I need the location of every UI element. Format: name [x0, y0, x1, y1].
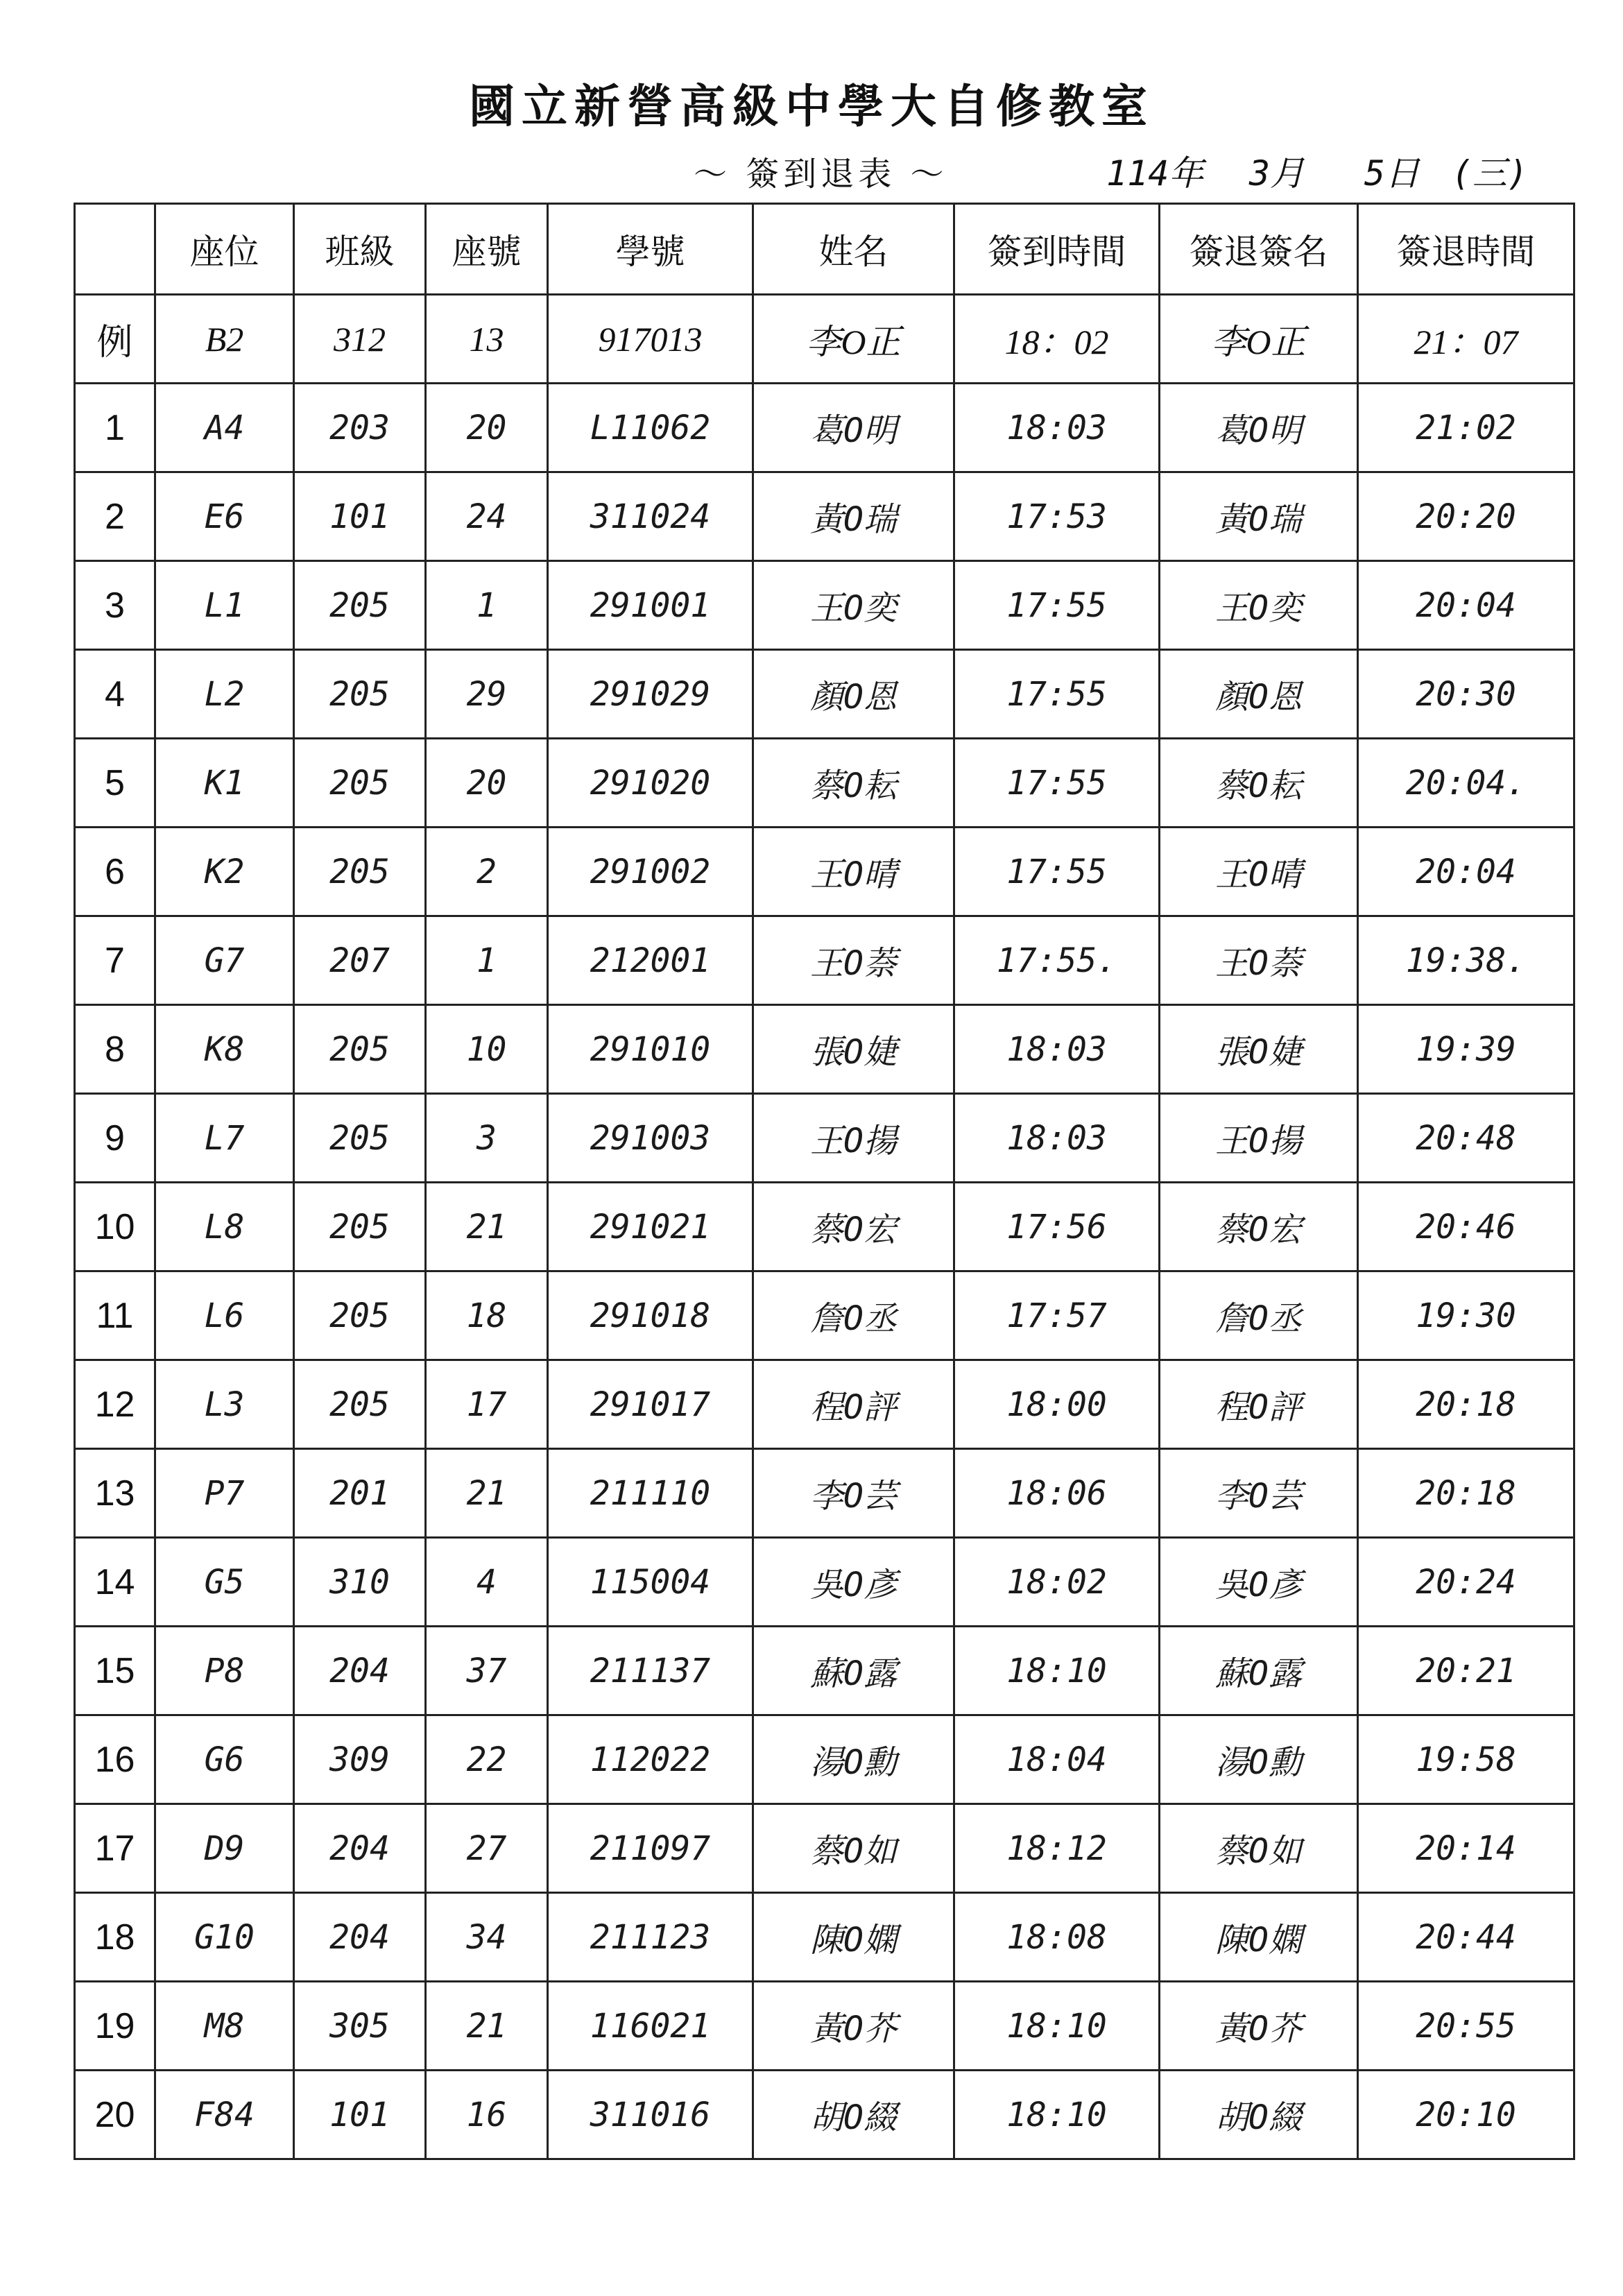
student-id-cell: 116021	[548, 1982, 753, 2071]
table-row	[75, 1183, 1574, 1271]
class-cell: 205	[294, 739, 426, 828]
example-row	[75, 295, 1574, 384]
class-cell: 310	[294, 1538, 426, 1627]
seat-cell: K1	[155, 739, 294, 828]
check-in-cell: 17:55	[954, 739, 1160, 828]
class-cell: 205	[294, 1360, 426, 1449]
table-row	[75, 384, 1574, 472]
sign-out-name-cell: 王O萘	[1160, 916, 1358, 1005]
name-cell: 胡O綴	[753, 2071, 954, 2159]
seat-cell: L2	[155, 650, 294, 739]
row-index: 12	[75, 1360, 155, 1449]
name-cell: 王O晴	[753, 828, 954, 916]
number-cell: 18	[426, 1271, 548, 1360]
check-out-cell: 20:24	[1358, 1538, 1574, 1627]
sign-out-name-cell: 黃O芥	[1160, 1982, 1358, 2071]
check-out-cell: 20:48	[1358, 1094, 1574, 1183]
student-id-cell: 212001	[548, 916, 753, 1005]
sign-out-name-cell: 吳O彥	[1160, 1538, 1358, 1627]
check-in-cell: 18:12	[954, 1804, 1160, 1893]
check-out-cell: 20:20	[1358, 472, 1574, 561]
row-index: 11	[75, 1271, 155, 1360]
name-cell: 王O揚	[753, 1094, 954, 1183]
row-index: 3	[75, 561, 155, 650]
student-id-cell: 291020	[548, 739, 753, 828]
seat-cell: E6	[155, 472, 294, 561]
seat-cell: B2	[155, 295, 294, 384]
header-student-id: 學號	[548, 204, 753, 295]
sign-out-name-cell: 胡O綴	[1160, 2071, 1358, 2159]
sign-out-name-cell: 蔡O如	[1160, 1804, 1358, 1893]
check-in-cell: 18:03	[954, 384, 1160, 472]
check-out-cell: 21：07	[1358, 295, 1574, 384]
student-id-cell: 211137	[548, 1627, 753, 1715]
number-cell: 21	[426, 1183, 548, 1271]
row-index: 6	[75, 828, 155, 916]
student-id-cell: 112022	[548, 1715, 753, 1804]
class-cell: 203	[294, 384, 426, 472]
class-cell: 201	[294, 1449, 426, 1538]
table-row	[75, 1094, 1574, 1183]
table-row	[75, 1449, 1574, 1538]
check-in-cell: 18:00	[954, 1360, 1160, 1449]
check-in-cell: 17:55	[954, 650, 1160, 739]
row-index: 17	[75, 1804, 155, 1893]
number-cell: 34	[426, 1893, 548, 1982]
name-cell: 蘇O露	[753, 1627, 954, 1715]
check-out-cell: 20:04.	[1358, 739, 1574, 828]
student-id-cell: L11062	[548, 384, 753, 472]
check-in-cell: 18:10	[954, 1627, 1160, 1715]
sign-out-name-cell: 程O評	[1160, 1360, 1358, 1449]
row-index: 1	[75, 384, 155, 472]
table-row	[75, 1982, 1574, 2071]
row-index: 20	[75, 2071, 155, 2159]
header-number: 座號	[426, 204, 548, 295]
row-index: 13	[75, 1449, 155, 1538]
seat-cell: K8	[155, 1005, 294, 1094]
check-out-cell: 19:58	[1358, 1715, 1574, 1804]
seat-cell: L7	[155, 1094, 294, 1183]
sign-out-name-cell: 李O正	[1160, 295, 1358, 384]
check-in-cell: 18:10	[954, 1982, 1160, 2071]
name-cell: 程O評	[753, 1360, 954, 1449]
seat-cell: D9	[155, 1804, 294, 1893]
name-cell: 李O正	[753, 295, 954, 384]
name-cell: 詹O丞	[753, 1271, 954, 1360]
sign-out-name-cell: 詹O丞	[1160, 1271, 1358, 1360]
check-out-cell: 19:39	[1358, 1005, 1574, 1094]
check-out-cell: 20:18	[1358, 1449, 1574, 1538]
check-out-cell: 20:30	[1358, 650, 1574, 739]
student-id-cell: 291002	[548, 828, 753, 916]
check-in-cell: 18：02	[954, 295, 1160, 384]
header-check-out: 簽退時間	[1358, 204, 1574, 295]
date-month: 3月	[1248, 153, 1305, 194]
class-cell: 204	[294, 1627, 426, 1715]
name-cell: 蔡O耘	[753, 739, 954, 828]
row-index: 9	[75, 1094, 155, 1183]
check-out-cell: 19:38.	[1358, 916, 1574, 1005]
sign-out-name-cell: 黃O瑞	[1160, 472, 1358, 561]
row-index: 8	[75, 1005, 155, 1094]
student-id-cell: 291021	[548, 1183, 753, 1271]
row-index: 19	[75, 1982, 155, 2071]
table-row	[75, 650, 1574, 739]
check-in-cell: 18:06	[954, 1449, 1160, 1538]
class-cell: 205	[294, 1271, 426, 1360]
class-cell: 101	[294, 2071, 426, 2159]
check-in-cell: 18:03	[954, 1094, 1160, 1183]
row-index: 18	[75, 1893, 155, 1982]
table-row	[75, 2071, 1574, 2159]
table-row	[75, 1893, 1574, 1982]
check-out-cell: 20:44	[1358, 1893, 1574, 1982]
seat-cell: L1	[155, 561, 294, 650]
name-cell: 顏O恩	[753, 650, 954, 739]
class-cell: 309	[294, 1715, 426, 1804]
student-id-cell: 291017	[548, 1360, 753, 1449]
seat-cell: L3	[155, 1360, 294, 1449]
class-cell: 305	[294, 1982, 426, 2071]
class-cell: 207	[294, 916, 426, 1005]
class-cell: 205	[294, 1005, 426, 1094]
seat-cell: G6	[155, 1715, 294, 1804]
check-out-cell: 20:21	[1358, 1627, 1574, 1715]
check-out-cell: 20:04	[1358, 828, 1574, 916]
check-in-cell: 18:04	[954, 1715, 1160, 1804]
table-row	[75, 1538, 1574, 1627]
row-index: 15	[75, 1627, 155, 1715]
table-row	[75, 1627, 1574, 1715]
header-class: 班級	[294, 204, 426, 295]
check-out-cell: 20:14	[1358, 1804, 1574, 1893]
table-row	[75, 828, 1574, 916]
number-cell: 21	[426, 1982, 548, 2071]
header-name: 姓名	[753, 204, 954, 295]
class-cell: 205	[294, 1094, 426, 1183]
name-cell: 湯O勳	[753, 1715, 954, 1804]
table-row	[75, 1804, 1574, 1893]
number-cell: 37	[426, 1627, 548, 1715]
header-seat: 座位	[155, 204, 294, 295]
check-in-cell: 18:10	[954, 2071, 1160, 2159]
sign-out-name-cell: 張O婕	[1160, 1005, 1358, 1094]
table-row	[75, 561, 1574, 650]
student-id-cell: 291003	[548, 1094, 753, 1183]
seat-cell: L8	[155, 1183, 294, 1271]
student-id-cell: 211110	[548, 1449, 753, 1538]
check-in-cell: 17:53	[954, 472, 1160, 561]
number-cell: 16	[426, 2071, 548, 2159]
check-in-cell: 17:55	[954, 561, 1160, 650]
header-index	[75, 204, 155, 295]
row-index: 2	[75, 472, 155, 561]
student-id-cell: 211097	[548, 1804, 753, 1893]
name-cell: 黃O芥	[753, 1982, 954, 2071]
seat-cell: G7	[155, 916, 294, 1005]
table-row	[75, 739, 1574, 828]
check-out-cell: 20:10	[1358, 2071, 1574, 2159]
check-in-cell: 18:02	[954, 1538, 1160, 1627]
sign-out-name-cell: 陳O嫻	[1160, 1893, 1358, 1982]
name-cell: 葛O明	[753, 384, 954, 472]
student-id-cell: 311024	[548, 472, 753, 561]
class-cell: 312	[294, 295, 426, 384]
student-id-cell: 917013	[548, 295, 753, 384]
student-id-cell: 311016	[548, 2071, 753, 2159]
class-cell: 204	[294, 1804, 426, 1893]
student-id-cell: 291018	[548, 1271, 753, 1360]
number-cell: 27	[426, 1804, 548, 1893]
class-cell: 204	[294, 1893, 426, 1982]
number-cell: 3	[426, 1094, 548, 1183]
student-id-cell: 291010	[548, 1005, 753, 1094]
seat-cell: F84	[155, 2071, 294, 2159]
name-cell: 陳O嫻	[753, 1893, 954, 1982]
date-year: 114年	[1106, 153, 1204, 194]
table-row	[75, 1271, 1574, 1360]
sign-in-table	[74, 203, 1575, 2160]
name-cell: 吳O彥	[753, 1538, 954, 1627]
class-cell: 205	[294, 561, 426, 650]
number-cell: 20	[426, 739, 548, 828]
name-cell: 王O奕	[753, 561, 954, 650]
check-in-cell: 17:55	[954, 828, 1160, 916]
check-in-cell: 18:08	[954, 1893, 1160, 1982]
check-out-cell: 20:55	[1358, 1982, 1574, 2071]
sign-out-name-cell: 顏O恩	[1160, 650, 1358, 739]
table-header-row	[75, 204, 1574, 295]
seat-cell: L6	[155, 1271, 294, 1360]
class-cell: 205	[294, 1183, 426, 1271]
number-cell: 20	[426, 384, 548, 472]
seat-cell: P7	[155, 1449, 294, 1538]
sign-out-name-cell: 王O奕	[1160, 561, 1358, 650]
number-cell: 4	[426, 1538, 548, 1627]
student-id-cell: 291001	[548, 561, 753, 650]
number-cell: 1	[426, 916, 548, 1005]
sign-out-name-cell: 王O揚	[1160, 1094, 1358, 1183]
sign-out-name-cell: 蔡O耘	[1160, 739, 1358, 828]
class-cell: 101	[294, 472, 426, 561]
name-cell: 張O婕	[753, 1005, 954, 1094]
row-index: 5	[75, 739, 155, 828]
student-id-cell: 211123	[548, 1893, 753, 1982]
number-cell: 29	[426, 650, 548, 739]
check-in-cell: 17:56	[954, 1183, 1160, 1271]
sign-out-name-cell: 葛O明	[1160, 384, 1358, 472]
table-row	[75, 1005, 1574, 1094]
class-cell: 205	[294, 828, 426, 916]
name-cell: 蔡O如	[753, 1804, 954, 1893]
check-out-cell: 20:04	[1358, 561, 1574, 650]
check-in-cell: 18:03	[954, 1005, 1160, 1094]
name-cell: 黃O瑞	[753, 472, 954, 561]
seat-cell: G5	[155, 1538, 294, 1627]
class-cell: 205	[294, 650, 426, 739]
date-line	[1106, 146, 1528, 196]
number-cell: 10	[426, 1005, 548, 1094]
name-cell: 王O萘	[753, 916, 954, 1005]
number-cell: 22	[426, 1715, 548, 1804]
check-out-cell: 20:46	[1358, 1183, 1574, 1271]
sign-out-name-cell: 蔡O宏	[1160, 1183, 1358, 1271]
page-title: 國立新營高級中學大自修教室	[469, 79, 1154, 133]
table-row	[75, 916, 1574, 1005]
header-check-in: 簽到時間	[954, 204, 1160, 295]
sign-out-name-cell: 蘇O露	[1160, 1627, 1358, 1715]
seat-cell: P8	[155, 1627, 294, 1715]
student-id-cell: 115004	[548, 1538, 753, 1627]
check-in-cell: 17:55.	[954, 916, 1160, 1005]
number-cell: 21	[426, 1449, 548, 1538]
name-cell: 李O芸	[753, 1449, 954, 1538]
number-cell: 1	[426, 561, 548, 650]
table-row	[75, 1360, 1574, 1449]
table-row	[75, 472, 1574, 561]
number-cell: 2	[426, 828, 548, 916]
form-subtitle: ～ 簽到退表 ～	[694, 155, 948, 194]
sign-out-name-cell: 湯O勳	[1160, 1715, 1358, 1804]
number-cell: 24	[426, 472, 548, 561]
row-index: 14	[75, 1538, 155, 1627]
check-in-cell: 17:57	[954, 1271, 1160, 1360]
check-out-cell: 19:30	[1358, 1271, 1574, 1360]
seat-cell: G10	[155, 1893, 294, 1982]
seat-cell: A4	[155, 384, 294, 472]
number-cell: 17	[426, 1360, 548, 1449]
header-sign-out-name: 簽退簽名	[1160, 204, 1358, 295]
number-cell: 13	[426, 295, 548, 384]
student-id-cell: 291029	[548, 650, 753, 739]
row-index: 例	[75, 295, 155, 384]
row-index: 16	[75, 1715, 155, 1804]
seat-cell: K2	[155, 828, 294, 916]
check-out-cell: 20:18	[1358, 1360, 1574, 1449]
row-index: 7	[75, 916, 155, 1005]
row-index: 4	[75, 650, 155, 739]
check-out-cell: 21:02	[1358, 384, 1574, 472]
row-index: 10	[75, 1183, 155, 1271]
sign-out-name-cell: 李O芸	[1160, 1449, 1358, 1538]
date-weekday: (三)	[1451, 153, 1528, 194]
table-row	[75, 1715, 1574, 1804]
seat-cell: M8	[155, 1982, 294, 2071]
name-cell: 蔡O宏	[753, 1183, 954, 1271]
date-day: 5日	[1364, 153, 1420, 194]
sign-out-name-cell: 王O晴	[1160, 828, 1358, 916]
